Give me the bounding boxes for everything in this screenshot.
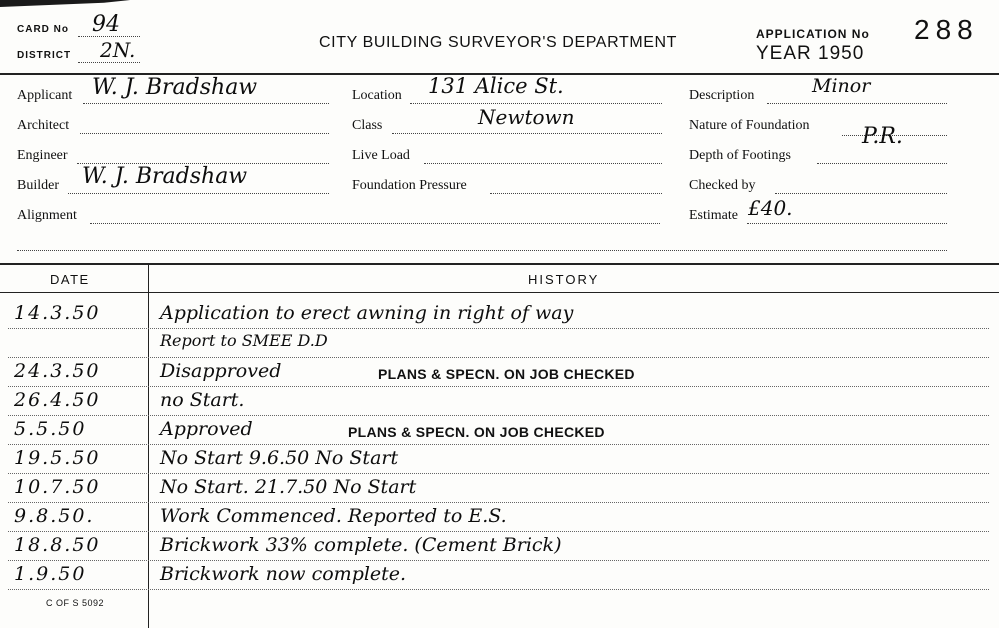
history-text: Disapproved [160, 360, 282, 382]
district-value: 2N. [100, 38, 136, 62]
form-code: C OF S 5092 [46, 598, 105, 608]
history-date: 24.3.50 [14, 360, 101, 382]
history-text: Brickwork now complete. [160, 563, 407, 585]
history-date: 10.7.50 [14, 476, 101, 498]
description-value: Minor [812, 75, 871, 97]
history-row [0, 358, 999, 387]
applicant-value: W. J. Bradshaw [92, 75, 258, 100]
district-label: DISTRICT [17, 50, 72, 61]
nature-of-foundation-value: P.R. [862, 124, 903, 149]
history-date: 14.3.50 [14, 302, 101, 324]
history-date: 1.9.50 [14, 563, 87, 585]
application-label: APPLICATION No [756, 27, 870, 41]
history-rows [0, 300, 999, 590]
history-row [0, 300, 999, 329]
history-date: 19.5.50 [14, 447, 101, 469]
builder-label: Builder [17, 178, 59, 193]
estimate-label: Estimate [689, 208, 738, 223]
history-text: No Start 9.6.50 No Start [160, 447, 399, 469]
history-text: Report to SMEE D.D [160, 331, 328, 350]
class-value: Newtown [478, 105, 575, 129]
history-date: 18.8.50 [14, 534, 101, 556]
foundation-pressure-label: Foundation Pressure [352, 178, 467, 193]
application-number: 288 [914, 14, 979, 45]
location-value: 131 Alice St. [428, 74, 564, 98]
history-row [0, 503, 999, 532]
history-row [0, 416, 999, 445]
nature-of-foundation-label: Nature of Foundation [689, 118, 810, 133]
history-text: no Start. [160, 389, 245, 411]
architect-label: Architect [17, 118, 70, 133]
engineer-label: Engineer [17, 148, 68, 163]
department-title: CITY BUILDING SURVEYOR'S DEPARTMENT [319, 34, 678, 51]
history-row [0, 445, 999, 474]
history-stamp: PLANS & SPECN. ON JOB CHECKED [378, 366, 635, 382]
torn-corner [0, 0, 130, 7]
checked-by-label: Checked by [689, 178, 756, 193]
history-row [0, 474, 999, 503]
applicant-label: Applicant [17, 88, 73, 103]
history-text: Approved [160, 418, 253, 440]
history-row [0, 532, 999, 561]
description-label: Description [689, 88, 755, 103]
history-date: 26.4.50 [14, 389, 101, 411]
history-date: 5.5.50 [14, 418, 87, 440]
history-text: Brickwork 33% complete. (Cement Brick) [160, 534, 562, 556]
card-no-value: 94 [92, 12, 120, 37]
history-row [0, 329, 999, 358]
history-stamp: PLANS & SPECN. ON JOB CHECKED [348, 424, 605, 440]
estimate-value: £40. [748, 196, 793, 220]
history-header: HISTORY [528, 272, 600, 287]
alignment-label: Alignment [17, 208, 77, 223]
class-label: Class [352, 118, 383, 133]
location-label: Location [352, 88, 402, 103]
card-no-label: CARD No [17, 24, 69, 35]
history-text: Work Commenced. Reported to E.S. [160, 505, 507, 527]
history-text: Application to erect awning in right of way [160, 302, 574, 324]
live-load-label: Live Load [352, 148, 410, 163]
depth-of-footings-label: Depth of Footings [689, 148, 791, 163]
history-row [0, 561, 999, 590]
history-row [0, 387, 999, 416]
history-date: 9.8.50. [14, 505, 95, 527]
date-header: DATE [50, 272, 90, 287]
year-label: YEAR 1950 [756, 43, 865, 64]
builder-value: W. J. Bradshaw [82, 164, 248, 189]
history-text: No Start. 21.7.50 No Start [160, 476, 417, 498]
